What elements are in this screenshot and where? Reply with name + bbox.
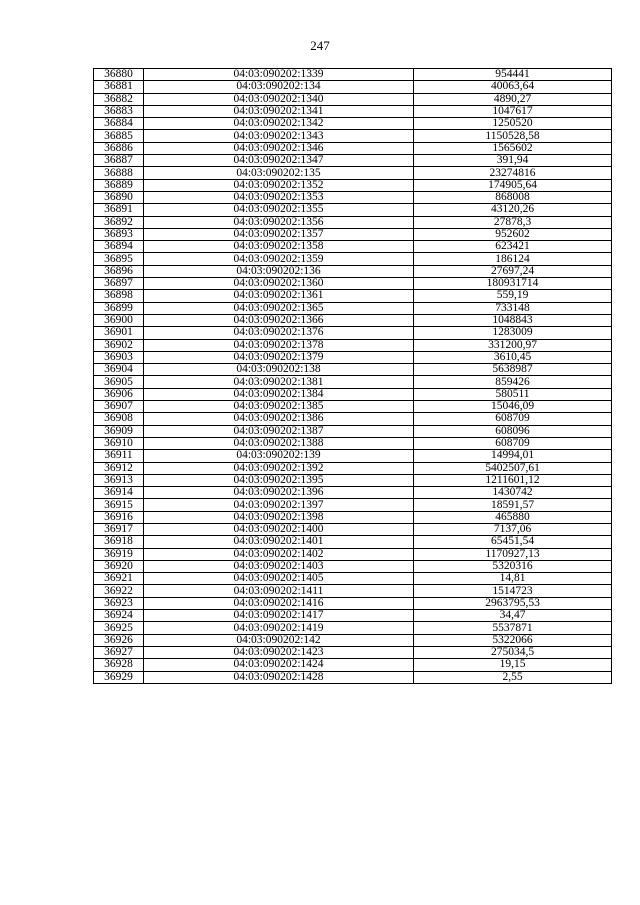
value-cell: 1283009 [414,327,612,339]
table-row [94,351,612,363]
cadastral-number-cell: 04:03:090202:1342 [144,118,414,130]
row-number-cell: 36897 [94,278,144,290]
table-row [94,265,612,277]
value-cell: 186124 [414,253,612,265]
cadastral-number-cell: 04:03:090202:1347 [144,155,414,167]
cadastral-number-cell: 04:03:090202:1424 [144,659,414,671]
cadastral-number-cell: 04:03:090202:1386 [144,413,414,425]
table-row [94,290,612,302]
cadastral-number-cell: 04:03:090202:1378 [144,339,414,351]
row-number-cell: 36901 [94,327,144,339]
row-number-cell: 36892 [94,216,144,228]
cadastral-number-cell: 04:03:090202:1365 [144,302,414,314]
value-cell: 465880 [414,511,612,523]
value-cell: 40063,64 [414,81,612,93]
row-number-cell: 36888 [94,167,144,179]
table-row [94,167,612,179]
value-cell: 27878,3 [414,216,612,228]
value-cell: 868008 [414,191,612,203]
row-number-cell: 36909 [94,425,144,437]
cadastral-number-cell: 04:03:090202:1346 [144,142,414,154]
row-number-cell: 36907 [94,401,144,413]
cadastral-number-cell: 04:03:090202:1388 [144,437,414,449]
value-cell: 4890,27 [414,93,612,105]
table-row [94,302,612,314]
table-row [94,179,612,191]
value-cell: 1250520 [414,118,612,130]
cadastral-number-cell: 04:03:090202:1366 [144,314,414,326]
row-number-cell: 36895 [94,253,144,265]
row-number-cell: 36891 [94,204,144,216]
value-cell: 275034,5 [414,646,612,658]
row-number-cell: 36886 [94,142,144,154]
table-row [94,142,612,154]
cadastral-number-cell: 04:03:090202:1398 [144,511,414,523]
value-cell: 331200,97 [414,339,612,351]
value-cell: 1430742 [414,487,612,499]
row-number-cell: 36883 [94,105,144,117]
row-number-cell: 36889 [94,179,144,191]
value-cell: 65451,54 [414,536,612,548]
table-row [94,401,612,413]
row-number-cell: 36929 [94,671,144,683]
table-row [94,597,612,609]
row-number-cell: 36880 [94,69,144,81]
table-row [94,622,612,634]
cadastral-number-cell: 04:03:090202:1428 [144,671,414,683]
table-row [94,314,612,326]
value-cell: 180931714 [414,278,612,290]
value-cell: 954441 [414,69,612,81]
value-cell: 1170927,13 [414,548,612,560]
cadastral-number-cell: 04:03:090202:1357 [144,228,414,240]
row-number-cell: 36926 [94,634,144,646]
table-row [94,105,612,117]
value-cell: 174905,64 [414,179,612,191]
value-cell: 1211601,12 [414,474,612,486]
table-row [94,155,612,167]
row-number-cell: 36905 [94,376,144,388]
value-cell: 733148 [414,302,612,314]
table-row [94,523,612,535]
table-row [94,425,612,437]
value-cell: 1150528,58 [414,130,612,142]
cadastral-number-cell: 04:03:090202:1395 [144,474,414,486]
row-number-cell: 36908 [94,413,144,425]
cadastral-number-cell: 04:03:090202:139 [144,450,414,462]
row-number-cell: 36913 [94,474,144,486]
row-number-cell: 36890 [94,191,144,203]
cadastral-number-cell: 04:03:090202:135 [144,167,414,179]
row-number-cell: 36919 [94,548,144,560]
cadastral-number-cell: 04:03:090202:1358 [144,241,414,253]
row-number-cell: 36903 [94,351,144,363]
row-number-cell: 36922 [94,585,144,597]
table-row [94,339,612,351]
value-cell: 1514723 [414,585,612,597]
cadastral-number-cell: 04:03:090202:1417 [144,610,414,622]
value-cell: 1047617 [414,105,612,117]
value-cell: 623421 [414,241,612,253]
value-cell: 27697,24 [414,265,612,277]
table-row [94,462,612,474]
row-number-cell: 36882 [94,93,144,105]
cadastral-number-cell: 04:03:090202:1411 [144,585,414,597]
value-cell: 391,94 [414,155,612,167]
value-cell: 608096 [414,425,612,437]
table-row [94,388,612,400]
table-row [94,191,612,203]
cadastral-table [93,68,612,684]
table-row [94,278,612,290]
table-row [94,487,612,499]
value-cell: 5322066 [414,634,612,646]
cadastral-number-cell: 04:03:090202:1360 [144,278,414,290]
cadastral-number-cell: 04:03:090202:1419 [144,622,414,634]
cadastral-number-cell: 04:03:090202:1396 [144,487,414,499]
row-number-cell: 36894 [94,241,144,253]
cadastral-number-cell: 04:03:090202:1339 [144,69,414,81]
row-number-cell: 36928 [94,659,144,671]
cadastral-number-cell: 04:03:090202:1341 [144,105,414,117]
row-number-cell: 36920 [94,560,144,572]
value-cell: 15046,09 [414,401,612,413]
cadastral-number-cell: 04:03:090202:1356 [144,216,414,228]
cadastral-number-cell: 04:03:090202:1343 [144,130,414,142]
row-number-cell: 36906 [94,388,144,400]
row-number-cell: 36927 [94,646,144,658]
value-cell: 1048843 [414,314,612,326]
value-cell: 580511 [414,388,612,400]
table-row [94,69,612,81]
table-row [94,548,612,560]
table-row [94,327,612,339]
cadastral-number-cell: 04:03:090202:134 [144,81,414,93]
table-row [94,573,612,585]
table-row [94,511,612,523]
table-row [94,376,612,388]
cadastral-number-cell: 04:03:090202:1381 [144,376,414,388]
cadastral-number-cell: 04:03:090202:1361 [144,290,414,302]
cadastral-number-cell: 04:03:090202:1403 [144,560,414,572]
value-cell: 5537871 [414,622,612,634]
value-cell: 43120,26 [414,204,612,216]
table-row [94,204,612,216]
table-row [94,671,612,683]
value-cell: 14994,01 [414,450,612,462]
cadastral-number-cell: 04:03:090202:1401 [144,536,414,548]
table-row [94,499,612,511]
row-number-cell: 36899 [94,302,144,314]
row-number-cell: 36918 [94,536,144,548]
cadastral-number-cell: 04:03:090202:1376 [144,327,414,339]
page-number: 247 [310,38,330,53]
table-row [94,228,612,240]
row-number-cell: 36911 [94,450,144,462]
table-row [94,241,612,253]
value-cell: 18591,57 [414,499,612,511]
table-row [94,610,612,622]
cadastral-number-cell: 04:03:090202:1423 [144,646,414,658]
table-row [94,450,612,462]
table-row [94,659,612,671]
row-number-cell: 36896 [94,265,144,277]
cadastral-number-cell: 04:03:090202:1359 [144,253,414,265]
cadastral-number-cell: 04:03:090202:1384 [144,388,414,400]
value-cell: 5320316 [414,560,612,572]
value-cell: 608709 [414,437,612,449]
value-cell: 23274816 [414,167,612,179]
row-number-cell: 36921 [94,573,144,585]
table-row [94,81,612,93]
row-number-cell: 36912 [94,462,144,474]
row-number-cell: 36884 [94,118,144,130]
cadastral-number-cell: 04:03:090202:1400 [144,523,414,535]
row-number-cell: 36924 [94,610,144,622]
cadastral-number-cell: 04:03:090202:142 [144,634,414,646]
value-cell: 5402507,61 [414,462,612,474]
value-cell: 859426 [414,376,612,388]
row-number-cell: 36904 [94,364,144,376]
row-number-cell: 36898 [94,290,144,302]
value-cell: 2,55 [414,671,612,683]
row-number-cell: 36893 [94,228,144,240]
cadastral-number-cell: 04:03:090202:1416 [144,597,414,609]
cadastral-number-cell: 04:03:090202:1352 [144,179,414,191]
table-row [94,646,612,658]
cadastral-number-cell: 04:03:090202:138 [144,364,414,376]
value-cell: 608709 [414,413,612,425]
cadastral-number-cell: 04:03:090202:1387 [144,425,414,437]
cadastral-number-cell: 04:03:090202:136 [144,265,414,277]
row-number-cell: 36885 [94,130,144,142]
cadastral-number-cell: 04:03:090202:1379 [144,351,414,363]
row-number-cell: 36916 [94,511,144,523]
table-row [94,560,612,572]
table-row [94,364,612,376]
value-cell: 19,15 [414,659,612,671]
value-cell: 14,81 [414,573,612,585]
table-row [94,536,612,548]
cadastral-number-cell: 04:03:090202:1392 [144,462,414,474]
value-cell: 3610,45 [414,351,612,363]
row-number-cell: 36917 [94,523,144,535]
row-number-cell: 36902 [94,339,144,351]
value-cell: 559,19 [414,290,612,302]
table-row [94,253,612,265]
table-row [94,130,612,142]
table-row [94,634,612,646]
table-row [94,93,612,105]
cadastral-number-cell: 04:03:090202:1405 [144,573,414,585]
table-body [94,69,612,684]
row-number-cell: 36923 [94,597,144,609]
row-number-cell: 36900 [94,314,144,326]
value-cell: 34,47 [414,610,612,622]
row-number-cell: 36915 [94,499,144,511]
value-cell: 2963795,53 [414,597,612,609]
cadastral-number-cell: 04:03:090202:1340 [144,93,414,105]
cadastral-number-cell: 04:03:090202:1385 [144,401,414,413]
row-number-cell: 36925 [94,622,144,634]
table-row [94,474,612,486]
cadastral-number-cell: 04:03:090202:1353 [144,191,414,203]
table-row [94,413,612,425]
row-number-cell: 36887 [94,155,144,167]
row-number-cell: 36914 [94,487,144,499]
value-cell: 952602 [414,228,612,240]
table-row [94,118,612,130]
value-cell: 5638987 [414,364,612,376]
cadastral-number-cell: 04:03:090202:1355 [144,204,414,216]
table-row [94,585,612,597]
cadastral-number-cell: 04:03:090202:1402 [144,548,414,560]
value-cell: 7137,06 [414,523,612,535]
table-row [94,437,612,449]
cadastral-number-cell: 04:03:090202:1397 [144,499,414,511]
table-row [94,216,612,228]
value-cell: 1565602 [414,142,612,154]
row-number-cell: 36910 [94,437,144,449]
row-number-cell: 36881 [94,81,144,93]
